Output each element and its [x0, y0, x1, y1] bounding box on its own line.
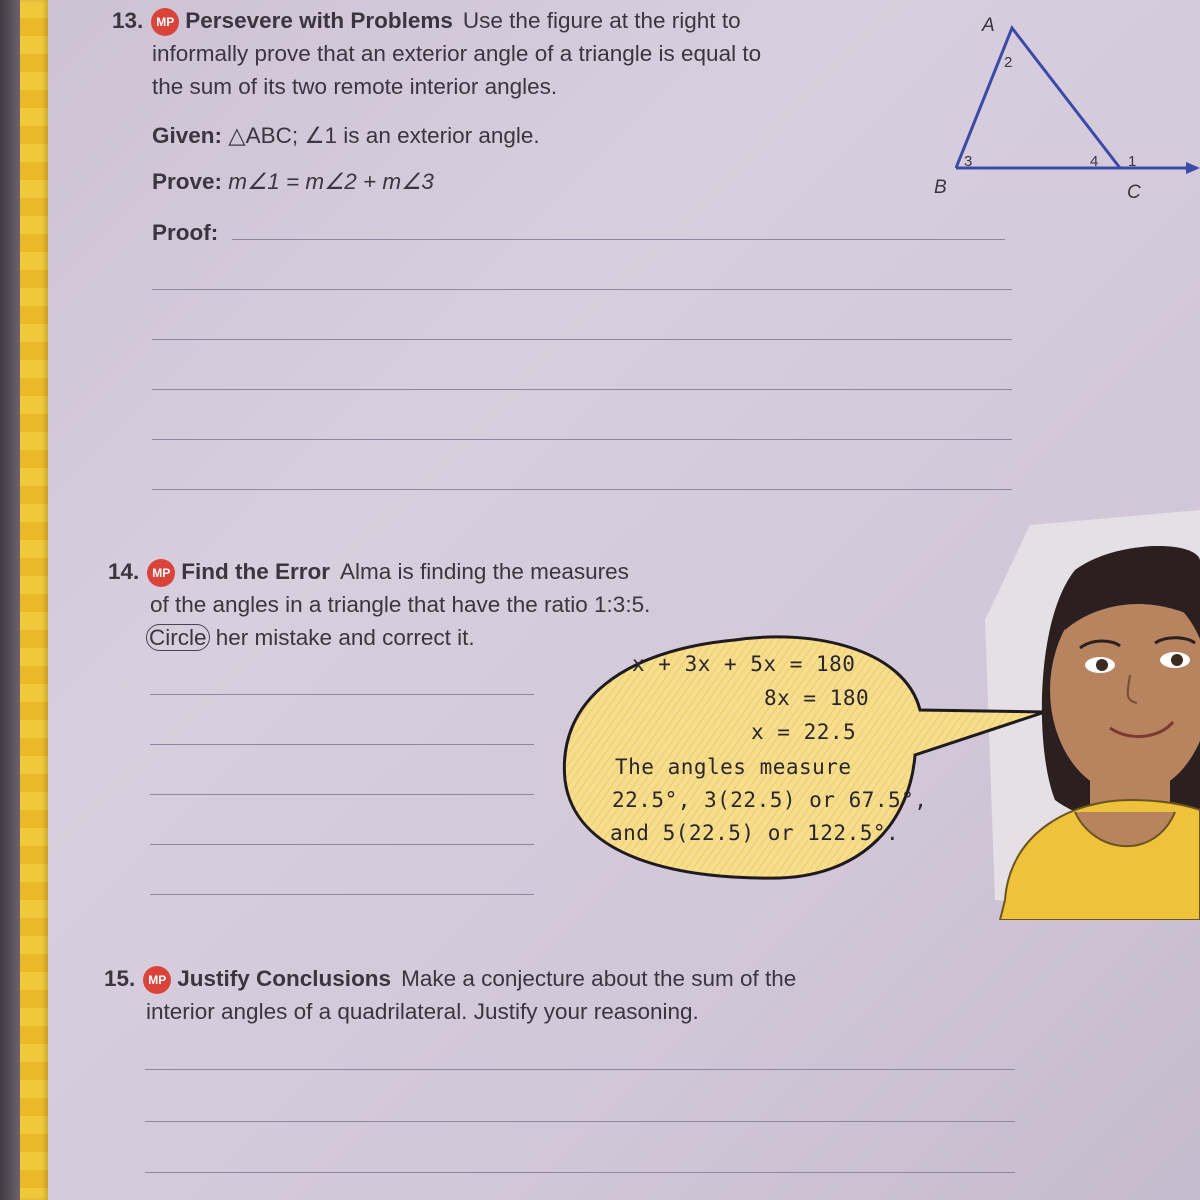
problem-13-number: 13. — [112, 8, 144, 33]
proof-answer-line[interactable] — [152, 339, 1012, 340]
proof-answer-line[interactable] — [232, 239, 1005, 240]
answer-line[interactable] — [150, 894, 534, 895]
bubble-equation-3: x = 22.5 — [751, 720, 857, 744]
angle-3-label: 3 — [964, 153, 973, 170]
mp-badge-icon: MP — [143, 966, 171, 994]
problem-15-heading: Justify Conclusions — [177, 966, 392, 991]
problem-13-intro-1: Use the figure at the right to — [462, 8, 741, 33]
answer-line[interactable] — [150, 844, 534, 845]
prove-line — [152, 165, 434, 198]
vertex-a-label: A — [982, 15, 995, 36]
answer-line[interactable] — [145, 1172, 1015, 1173]
pupil — [1096, 659, 1108, 671]
problem-14-heading: Find the Error — [181, 559, 331, 584]
proof-answer-line[interactable] — [152, 289, 1012, 290]
bubble-equation-2: 8x = 180 — [764, 686, 870, 710]
yellow-margin-strip — [20, 0, 48, 1200]
proof-label-line — [152, 216, 218, 249]
circled-word: Circle — [146, 624, 210, 651]
arrow-right-icon — [1186, 162, 1200, 174]
problem-15-line-2: interior angles of a quadrilateral. Justify your reasoning. — [146, 999, 699, 1024]
bubble-equation-1: x + 3x + 5x = 180 — [632, 652, 856, 676]
problem-13-statement — [112, 4, 852, 103]
problem-13-intro-3: the sum of its two remote interior angles. — [152, 74, 558, 99]
answer-line[interactable] — [145, 1069, 1015, 1070]
proof-answer-line[interactable] — [152, 489, 1012, 490]
problem-13-intro-2: informally prove that an exterior angle of a triangle is equal to — [152, 41, 762, 66]
triangle-figure — [920, 0, 1200, 210]
bubble-text-1: The angles measure — [615, 755, 852, 779]
proof-answer-line[interactable] — [152, 389, 1012, 390]
triangle-abc — [956, 28, 1120, 168]
angle-4-label: 4 — [1090, 153, 1099, 170]
problem-13-heading: Persevere with Problems — [185, 8, 453, 33]
vertex-c-label: C — [1127, 182, 1141, 203]
answer-line[interactable] — [150, 744, 534, 745]
mp-badge-icon: MP — [147, 559, 175, 587]
mp-badge-icon: MP — [151, 8, 179, 36]
given-label: Given: — [152, 123, 223, 148]
vertex-b-label: B — [934, 177, 947, 198]
problem-15-statement — [104, 962, 904, 1028]
speech-bubble-illustration — [555, 500, 1200, 920]
answer-line[interactable] — [150, 794, 534, 795]
angle-2-label: 2 — [1004, 54, 1013, 71]
answer-line[interactable] — [150, 694, 534, 695]
answer-line[interactable] — [145, 1121, 1015, 1122]
problem-14-line-2: of the angles in a triangle that have the ratio 1:3:5. — [150, 592, 651, 617]
given-line — [152, 119, 540, 152]
problem-15-line-1: Make a conjecture about the sum of the — [401, 966, 797, 991]
proof-answer-line[interactable] — [152, 439, 1012, 440]
prove-label: Prove: — [152, 169, 223, 194]
bubble-text-3: and 5(22.5) or 122.5°. — [610, 821, 900, 845]
book-binding-edge — [0, 0, 20, 1200]
problem-14-line-3-rest: her mistake and correct it. — [215, 625, 475, 650]
problem-14-number: 14. — [108, 559, 140, 584]
problem-14-line-1: Alma is finding the measures — [340, 559, 629, 584]
given-text: △ABC; ∠1 is an exterior angle. — [228, 123, 540, 148]
proof-label: Proof: — [152, 220, 219, 245]
problem-15-number: 15. — [104, 966, 136, 991]
prove-text: m∠1 = m∠2 + m∠3 — [228, 169, 434, 194]
pupil — [1171, 654, 1183, 666]
bubble-text-2: 22.5°, 3(22.5) or 67.5°, — [612, 788, 928, 812]
angle-1-label: 1 — [1128, 153, 1137, 170]
